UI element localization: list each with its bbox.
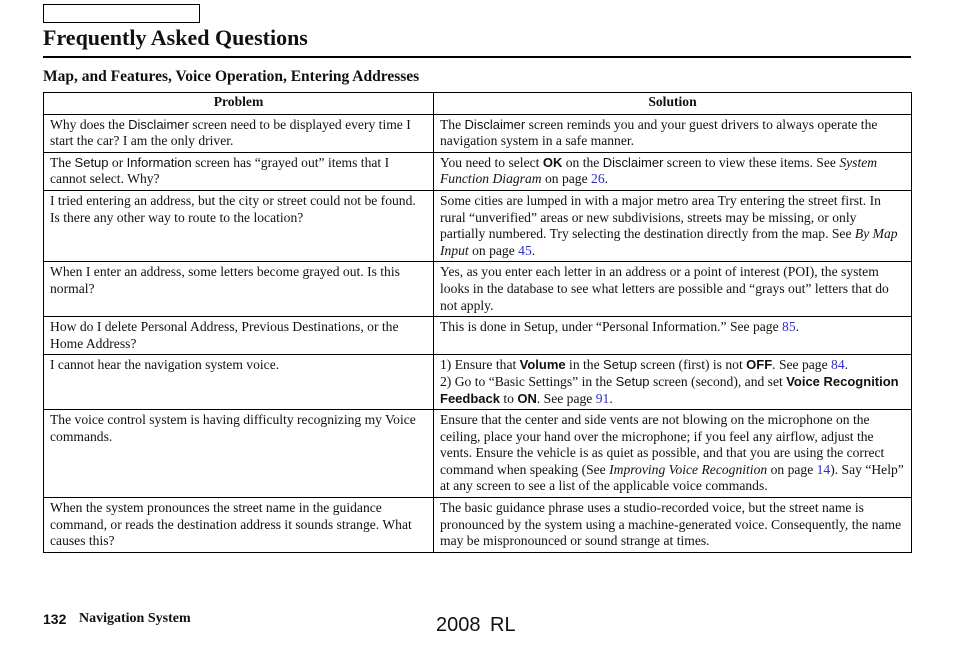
solution-cell [434,190,912,261]
problem-cell [44,262,434,317]
solution-cell [434,152,912,190]
text-run: ON [517,390,537,406]
table-row [44,190,912,261]
text-run: . [531,242,536,258]
table-row [44,262,912,317]
solution-cell [434,498,912,553]
footer-model: 2008 RL [436,614,516,636]
text-run: Yes, as you enter each letter in an address or a point of interest (POI), the system looks in the database to see what letters are possible and “grays out” letters that do not apply. [440,264,889,313]
problem-cell [44,114,434,152]
text-run: When the system pronounces the street name in the guidance command, or reads the destination address it sounds strange. What causes this? [50,500,412,549]
footer-label: Navigation System [79,611,191,626]
solution-cell [434,114,912,152]
problem-cell [44,410,434,498]
solution-cell [434,262,912,317]
text-run: Some cities are lumped in with a major metro area Try entering the street first. In rural “unverified” areas or new subdivisions, streets may be missing, or only partially numbered. Try selecting the destination directly from the map. See [440,192,881,242]
faq-table-body [44,114,912,552]
page-number: 132 [43,611,67,627]
table-row [44,498,912,553]
text-run: Voice Recognition Feedback [440,373,899,406]
page-reference-link[interactable]: 26 [591,171,605,187]
text-run: Setup [74,154,109,170]
text-run: I cannot hear the navigation system voice. [50,357,280,373]
section-title: Map, and Features, Voice Operation, Entering Addresses [43,68,420,85]
page-reference-link[interactable]: 91 [595,390,610,406]
text-run: screen need to be displayed every time I start the car? I am the only driver. [50,116,411,149]
column-header-problem: Problem [44,93,434,115]
problem-cell [44,498,434,553]
text-run: The [440,116,465,132]
text-run: This is done in Setup, under “Personal Information.” See page [440,319,783,335]
text-run: Volume [519,357,566,373]
text-run: on page [541,171,592,187]
problem-cell [44,355,434,410]
page-reference-link[interactable]: 45 [518,242,532,258]
text-run: on page [767,461,817,477]
text-run: Information [126,154,192,170]
header-tab-box [43,4,200,23]
text-run: . [604,171,609,187]
text-run: Disclaimer [602,154,664,170]
problem-cell [44,317,434,355]
text-run: Improving Voice Recognition [609,461,768,477]
text-run: Why does the [50,116,129,132]
text-run: When I enter an address, some letters become grayed out. Is this normal? [50,264,400,296]
table-row [44,317,912,355]
text-run: The basic guidance phrase uses a studio-recorded voice, but the street name is pronounced by the system using a machine-generated voice. Consequently, the name may be mispronounced or sound strange at times. [440,500,902,549]
text-run: . See page [536,390,596,406]
text-run: By Map Input [440,226,898,258]
text-run: on page [468,242,519,258]
title-divider [43,56,911,58]
solution-cell [434,410,912,498]
text-run: . [844,357,849,373]
text-run: screen to view these items. See [663,154,840,170]
text-run: . See page [772,357,832,373]
text-run: Disclaimer [464,116,526,132]
text-run: or [108,154,127,170]
text-run: Setup [603,357,638,373]
text-run: 2) Go to “Basic Settings” in the [440,373,616,389]
table-row [44,355,912,410]
text-run: screen reminds you and your guest drivers to always operate the navigation system in a safe manner. [440,116,878,149]
text-run: . [609,390,613,406]
page-reference-link[interactable]: 85 [782,319,796,335]
column-header-solution: Solution [434,93,912,115]
text-run: . [795,319,800,335]
text-run: screen has “grayed out” items that I cannot select. Why? [50,154,390,187]
table-header-row [44,93,912,115]
text-run: The [50,154,75,170]
text-run: 1) Ensure that [440,357,520,373]
table-row [44,410,912,498]
text-run: Disclaimer [128,116,189,132]
text-run: You need to select [440,154,543,170]
text-run: to [499,390,518,406]
text-run: OK [542,154,563,170]
page-reference-link[interactable]: 84 [831,357,845,373]
text-run: Setup [615,373,650,389]
table-row [44,152,912,190]
faq-table [43,92,912,553]
text-run: screen (first) is not [637,357,747,373]
solution-cell [434,317,912,355]
text-run: Ensure that the center and side vents are not blowing on the microphone on the ceiling, place your hand over the microphone; if you feel any airflow, adjust the vents. Ensure the vehicle is as quiet as possible, and that you are using the correct command when speaking (See [440,412,885,477]
text-run: System Function Diagram [440,154,878,187]
text-run: screen (second), and set [649,373,787,389]
text-run: ). Say “Help” at any screen to see a list of the applicable voice commands. [440,461,904,494]
solution-cell [434,355,912,410]
text-run: The voice control system is having difficulty recognizing my Voice commands. [50,412,416,444]
problem-cell [44,152,434,190]
text-run: I tried entering an address, but the city or street could not be found. Is there any other way to route to the location? [50,192,416,225]
problem-cell [44,190,434,261]
text-run: in the [565,357,604,373]
page-reference-link[interactable]: 14 [816,461,831,477]
text-run: OFF [746,357,773,373]
text-run: How do I delete Personal Address, Previous Destinations, or the Home Address? [50,319,399,351]
table-row [44,114,912,152]
text-run: on the [562,154,603,170]
page-title: Frequently Asked Questions [43,25,308,50]
